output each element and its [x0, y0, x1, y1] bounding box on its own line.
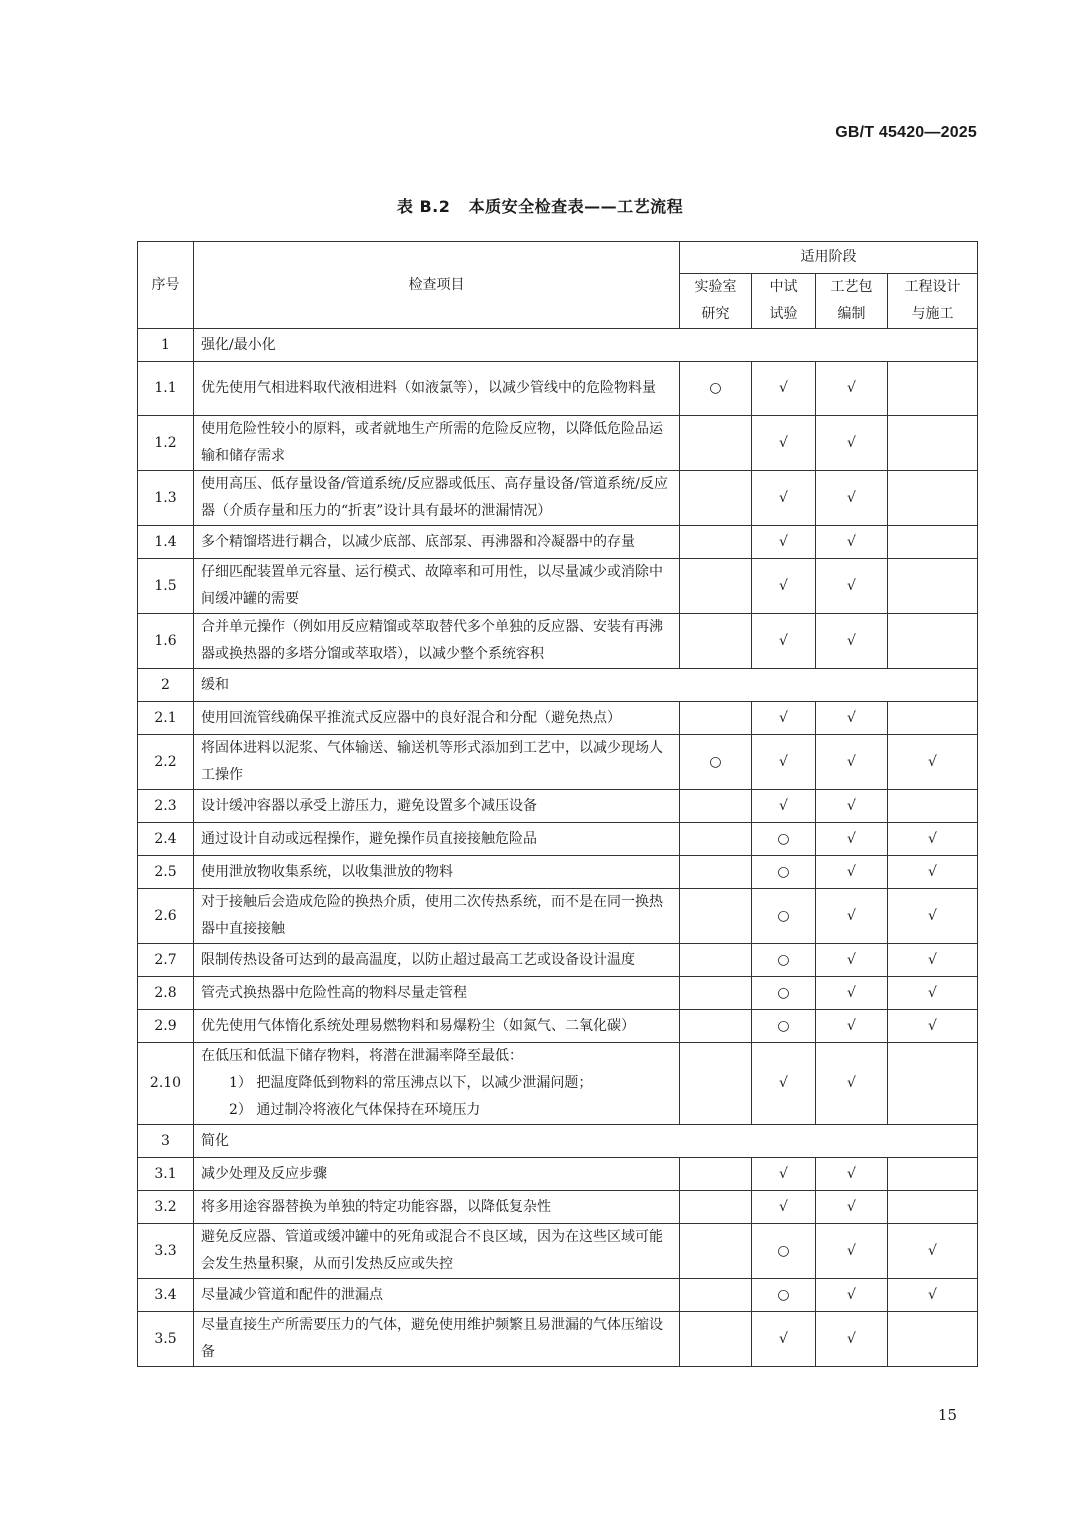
check-mark: √ [888, 977, 978, 1010]
check-item [194, 735, 680, 790]
check-item-text: 管壳式换热器中危险性高的物料尽量走管程 [201, 984, 467, 1001]
check-item-text: 避免反应器、管道或缓冲罐中的死角或混合不良区域，因为在这些区域可能会发生热量积聚，从而引发热反应或失控 [201, 1229, 663, 1272]
empty-mark [680, 823, 752, 856]
circle-mark: ○ [752, 1224, 816, 1279]
empty-mark [680, 977, 752, 1010]
empty-mark [680, 1279, 752, 1312]
empty-mark [888, 790, 978, 823]
table-body [138, 329, 978, 1367]
empty-mark [888, 362, 978, 416]
check-mark: √ [752, 1043, 816, 1125]
check-item-text: 设计缓冲容器以承受上游压力，避免设置多个减压设备 [201, 797, 537, 814]
row-number: 2.6 [138, 889, 194, 944]
circle-mark: ○ [680, 735, 752, 790]
check-item-text: 在低压和低温下储存物料，将潜在泄漏率降至最低： [201, 1048, 523, 1064]
section-row [138, 329, 978, 362]
check-mark: √ [816, 526, 888, 559]
empty-mark [680, 1191, 752, 1224]
col-header-stage [888, 274, 978, 329]
check-item [194, 702, 680, 735]
check-mark: √ [816, 889, 888, 944]
check-item-text: 尽量直接生产所需要压力的气体，避免使用维护频繁且易泄漏的气体压缩设备 [201, 1317, 663, 1360]
check-item-text: 简化 [201, 1132, 229, 1149]
check-item [194, 977, 680, 1010]
check-mark: √ [752, 702, 816, 735]
check-item-text: 限制传热设备可达到的最高温度，以防止超过最高工艺或设备设计温度 [201, 951, 635, 968]
check-mark: √ [752, 735, 816, 790]
check-mark: √ [752, 362, 816, 416]
check-mark: √ [888, 1010, 978, 1043]
table-row [138, 702, 978, 735]
empty-mark [888, 1191, 978, 1224]
check-mark: √ [752, 790, 816, 823]
table-row [138, 889, 978, 944]
check-item-text: 对于接触后会造成危险的换热介质，使用二次传热系统，而不是在同一换热器中直接接触 [201, 894, 663, 937]
empty-mark [680, 559, 752, 614]
check-item-text: 将多用途容器替换为单独的特定功能容器，以降低复杂性 [201, 1198, 551, 1215]
checklist-table [137, 241, 978, 1367]
check-mark: √ [752, 1191, 816, 1224]
empty-mark [680, 889, 752, 944]
row-number: 1.3 [138, 471, 194, 526]
section-title [194, 1125, 978, 1158]
row-number: 3.5 [138, 1312, 194, 1367]
circle-mark: ○ [752, 889, 816, 944]
check-mark: √ [816, 1312, 888, 1367]
check-mark: √ [888, 823, 978, 856]
check-mark: √ [888, 856, 978, 889]
table-row [138, 1191, 978, 1224]
table-title: 表 B.2 本质安全检查表——工艺流程 [396, 197, 684, 216]
col-header-stage-line: 编制 [837, 306, 866, 322]
check-item-text: 尽量减少管道和配件的泄漏点 [201, 1286, 383, 1303]
check-item [194, 1010, 680, 1043]
empty-mark [888, 416, 978, 471]
row-number: 2.9 [138, 1010, 194, 1043]
check-item [194, 614, 680, 669]
row-number: 3.4 [138, 1279, 194, 1312]
check-mark: √ [816, 1043, 888, 1125]
col-header-stage-line: 工艺包 [830, 279, 873, 295]
empty-mark [888, 702, 978, 735]
check-item-text: 合并单元操作（例如用反应精馏或萃取替代多个单独的反应器、安装有再沸器或换热器的多塔分馏或萃取塔），以减少整个系统容积 [201, 619, 663, 662]
circle-mark: ○ [752, 1010, 816, 1043]
check-item-text: 减少处理及反应步骤 [201, 1165, 327, 1182]
check-item [194, 559, 680, 614]
empty-mark [680, 1158, 752, 1191]
col-header-stage [752, 274, 816, 329]
table-row [138, 1158, 978, 1191]
row-number: 1.6 [138, 614, 194, 669]
check-item [194, 526, 680, 559]
row-number: 3.1 [138, 1158, 194, 1191]
table-row [138, 416, 978, 471]
check-item [194, 471, 680, 526]
section-title [194, 329, 978, 362]
check-mark: √ [752, 559, 816, 614]
check-item [194, 1279, 680, 1312]
table-row [138, 735, 978, 790]
check-mark: √ [752, 526, 816, 559]
check-mark: √ [816, 614, 888, 669]
table-row [138, 1010, 978, 1043]
check-item-text: 通过设计自动或远程操作，避免操作员直接接触危险品 [201, 830, 537, 847]
col-header-stage-line: 试验 [769, 306, 798, 322]
empty-mark [888, 1312, 978, 1367]
standard-code: GB/T 45420—2025 [835, 124, 977, 141]
row-number: 3.3 [138, 1224, 194, 1279]
circle-mark: ○ [752, 977, 816, 1010]
check-item-text: 强化/最小化 [201, 336, 276, 353]
col-header-stage-line: 研究 [701, 306, 730, 322]
empty-mark [680, 1043, 752, 1125]
check-mark: √ [816, 735, 888, 790]
empty-mark [888, 1158, 978, 1191]
table-row [138, 1279, 978, 1312]
empty-mark [680, 702, 752, 735]
empty-mark [680, 471, 752, 526]
empty-mark [680, 614, 752, 669]
check-item [194, 362, 680, 416]
empty-mark [680, 1224, 752, 1279]
table-row [138, 614, 978, 669]
check-item-text: 仔细匹配装置单元容量、运行模式、故障率和可用性，以尽量减少或消除中间缓冲罐的需要 [201, 564, 663, 607]
check-mark: √ [888, 1224, 978, 1279]
check-mark: √ [752, 471, 816, 526]
col-header-stage [680, 274, 752, 329]
col-header-stage-line: 工程设计 [904, 279, 961, 295]
check-mark: √ [816, 856, 888, 889]
check-item-text: 使用泄放物收集系统，以收集泄放的物料 [201, 863, 453, 880]
circle-mark: ○ [752, 856, 816, 889]
row-number: 3.2 [138, 1191, 194, 1224]
check-item-text: 使用危险性较小的原料，或者就地生产所需的危险反应物，以降低危险品运输和储存需求 [201, 421, 663, 464]
table-row [138, 856, 978, 889]
check-mark: √ [752, 1312, 816, 1367]
check-item [194, 1312, 680, 1367]
check-mark: √ [816, 977, 888, 1010]
row-number: 3 [138, 1125, 194, 1158]
col-header-no: 序号 [138, 242, 194, 329]
check-mark: √ [816, 823, 888, 856]
col-header-stage-line: 实验室 [694, 279, 737, 295]
check-item-text: 使用高压、低存量设备/管道系统/反应器或低压、高存量设备/管道系统/反应器（介质存量和压力的“折衷”设计具有最坏的泄漏情况） [201, 476, 668, 519]
check-mark: √ [888, 944, 978, 977]
table-row [138, 362, 978, 416]
circle-mark: ○ [752, 1279, 816, 1312]
row-number: 2.7 [138, 944, 194, 977]
check-subitem: 1） 把温度降低到物料的常压沸点以下，以减少泄漏问题； [229, 1075, 593, 1091]
check-item-text: 缓和 [201, 676, 229, 693]
check-mark: √ [816, 1191, 888, 1224]
check-mark: √ [816, 362, 888, 416]
check-mark: √ [816, 1279, 888, 1312]
circle-mark: ○ [752, 823, 816, 856]
check-item-text: 多个精馏塔进行耦合，以减少底部、底部泵、再沸器和冷凝器中的存量 [201, 533, 635, 550]
empty-mark [888, 526, 978, 559]
check-subitem: 2） 通过制冷将液化气体保持在环境压力 [229, 1102, 481, 1118]
check-mark: √ [816, 790, 888, 823]
check-item [194, 416, 680, 471]
check-item-text: 使用回流管线确保平推流式反应器中的良好混合和分配（避免热点） [201, 709, 621, 726]
check-item-text: 将固体进料以泥浆、气体输送、输送机等形式添加到工艺中，以减少现场人工操作 [201, 740, 663, 783]
check-mark: √ [752, 614, 816, 669]
check-mark: √ [816, 471, 888, 526]
table-row [138, 823, 978, 856]
table-row [138, 1224, 978, 1279]
check-mark: √ [888, 735, 978, 790]
check-mark: √ [816, 1010, 888, 1043]
col-header-stage [816, 274, 888, 329]
check-mark: √ [816, 559, 888, 614]
empty-mark [888, 559, 978, 614]
check-item [194, 1158, 680, 1191]
check-item [194, 823, 680, 856]
row-number: 2.5 [138, 856, 194, 889]
empty-mark [680, 416, 752, 471]
check-mark: √ [888, 889, 978, 944]
circle-mark: ○ [680, 362, 752, 416]
table-row [138, 526, 978, 559]
row-number: 2.1 [138, 702, 194, 735]
check-mark: √ [752, 416, 816, 471]
check-mark: √ [888, 1279, 978, 1312]
row-number: 1.2 [138, 416, 194, 471]
empty-mark [888, 614, 978, 669]
empty-mark [680, 1010, 752, 1043]
empty-mark [888, 471, 978, 526]
col-header-stage-group: 适用阶段 [680, 242, 978, 274]
check-item [194, 1043, 680, 1125]
table-row [138, 944, 978, 977]
check-item [194, 1224, 680, 1279]
check-mark: √ [816, 702, 888, 735]
row-number: 2.10 [138, 1043, 194, 1125]
empty-mark [888, 1043, 978, 1125]
table-row [138, 1312, 978, 1367]
check-item [194, 1191, 680, 1224]
table-row [138, 790, 978, 823]
page-number: 15 [937, 1406, 957, 1424]
section-row [138, 669, 978, 702]
circle-mark: ○ [752, 944, 816, 977]
check-item [194, 889, 680, 944]
check-mark: √ [816, 1224, 888, 1279]
check-mark: √ [752, 1158, 816, 1191]
table-row [138, 559, 978, 614]
empty-mark [680, 1312, 752, 1367]
table-row [138, 977, 978, 1010]
table-row [138, 1043, 978, 1125]
row-number: 1.5 [138, 559, 194, 614]
row-number: 1.4 [138, 526, 194, 559]
empty-mark [680, 856, 752, 889]
table-row [138, 471, 978, 526]
empty-mark [680, 526, 752, 559]
check-item [194, 856, 680, 889]
check-mark: √ [816, 944, 888, 977]
check-mark: √ [816, 1158, 888, 1191]
check-mark: √ [816, 416, 888, 471]
check-item-text: 优先使用气体惰化系统处理易燃物料和易爆粉尘（如氮气、二氧化碳） [201, 1017, 635, 1034]
col-header-stage-line: 中试 [769, 279, 798, 295]
row-number: 2 [138, 669, 194, 702]
section-title [194, 669, 978, 702]
row-number: 2.2 [138, 735, 194, 790]
table-header [138, 242, 978, 329]
row-number: 1.1 [138, 362, 194, 416]
col-header-stage-line: 与施工 [911, 306, 954, 322]
row-number: 1 [138, 329, 194, 362]
section-row [138, 1125, 978, 1158]
check-item-text: 优先使用气相进料取代液相进料（如液氯等），以减少管线中的危险物料量 [201, 380, 656, 396]
check-item [194, 790, 680, 823]
row-number: 2.3 [138, 790, 194, 823]
row-number: 2.4 [138, 823, 194, 856]
check-item [194, 944, 680, 977]
row-number: 2.8 [138, 977, 194, 1010]
empty-mark [680, 944, 752, 977]
empty-mark [680, 790, 752, 823]
col-header-item: 检查项目 [194, 242, 680, 329]
